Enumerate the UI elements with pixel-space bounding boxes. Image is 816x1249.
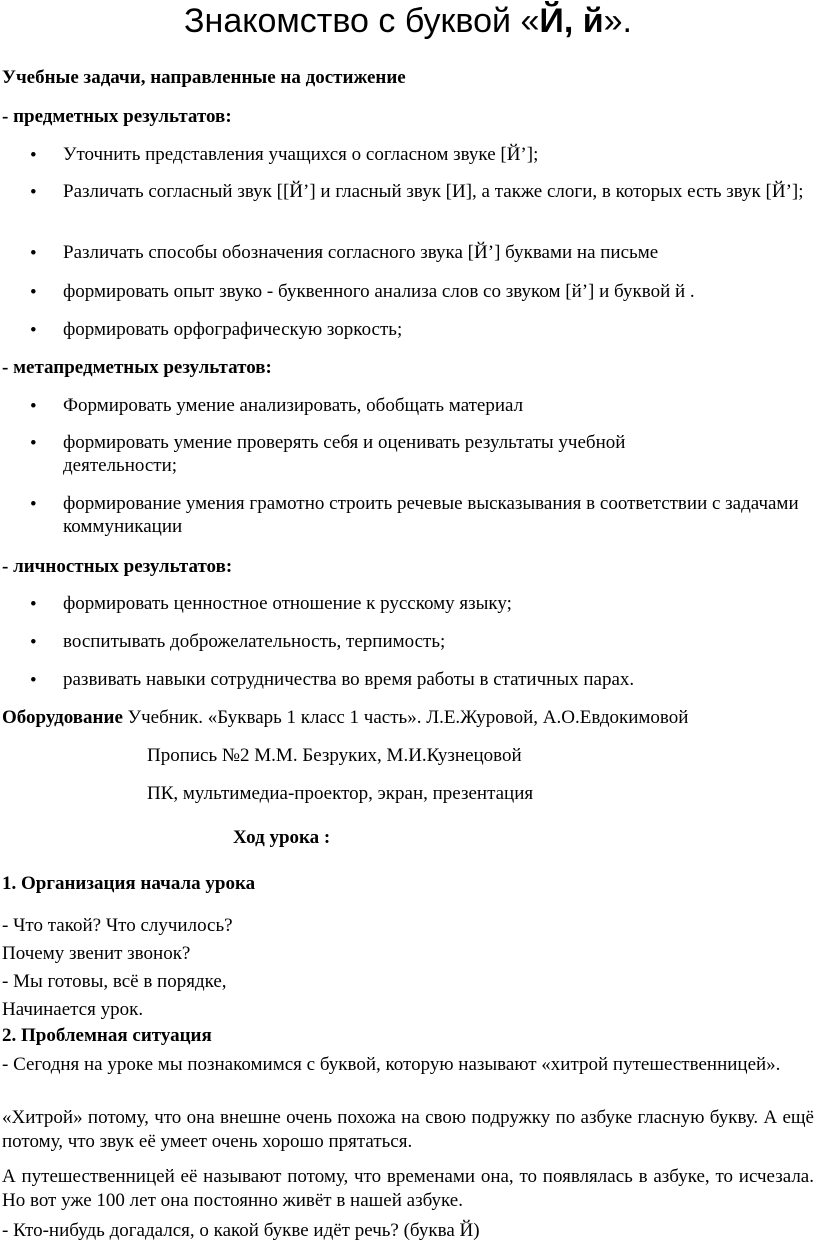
- tasks-heading: Учебные задачи, направленные на достижение: [2, 67, 406, 88]
- section-1-heading: 1. Организация начала урока: [2, 873, 256, 894]
- list-item: формирование умения грамотно строить речевые высказывания в соответствии с задачами коммуникации: [63, 493, 799, 537]
- document-title: [0, 2, 816, 41]
- list-item: формировать умение проверять себя и оценивать результаты учебной деятельности;: [63, 432, 626, 476]
- title-letter: Й, й: [539, 2, 604, 40]
- bullet: [30, 632, 40, 642]
- bullet: [30, 670, 40, 680]
- equipment-line-2: Пропись №2 М.М. Безруких, М.И.Кузнецовой: [147, 745, 522, 766]
- equipment-label: Оборудование: [2, 707, 123, 728]
- personal-results-heading: - личностных результатов:: [2, 556, 233, 577]
- poem-line: Почему звенит звонок?: [2, 943, 191, 964]
- bullet: [30, 182, 40, 192]
- list-item: развивать навыки сотрудничества во время работы в статичных парах.: [63, 669, 635, 690]
- equipment-text: Учебник. «Букварь 1 класс 1 часть». Л.Е.Журовой, А.О.Евдокимовой: [122, 707, 689, 728]
- equipment-line: [2, 707, 688, 729]
- list-item: Формировать умение анализировать, обобщать материал: [63, 395, 524, 416]
- list-item: формировать опыт звуко - буквенного анализа слов со звуком [й’] и буквой й .: [63, 281, 695, 302]
- paragraph: А путешественницей её называют потому, что временами она, то появлялась в азбуке, то исчезала. Но вот уже 100 лет она постоянно живёт в нашей азбуке.: [2, 1166, 814, 1211]
- section-2-heading: 2. Проблемная ситуация: [2, 1025, 212, 1046]
- list-item: формировать ценностное отношение к русскому языку;: [63, 593, 512, 614]
- paragraph: - Сегодня на уроке мы познакомимся с буквой, которую называют «хитрой путешественницей».: [2, 1054, 781, 1075]
- bullet: [30, 282, 40, 292]
- bullet: [30, 494, 40, 504]
- title-suffix: ».: [603, 2, 632, 40]
- list-item: Различать согласный звук [[Й’] и гласный звук [И], а также слоги, в которых есть звук [Й’];: [63, 181, 804, 202]
- poem-line: Начинается урок.: [2, 999, 144, 1020]
- list-item: Различать способы обозначения согласного звука [Й’] буквами на письме: [63, 242, 659, 263]
- lesson-heading: Ход урока :: [233, 827, 331, 848]
- bullet: [30, 145, 40, 155]
- paragraph: - Кто-нибудь догадался, о какой букве идёт речь? (буква Й): [2, 1220, 480, 1241]
- title-prefix: Знакомство с буквой «: [184, 2, 540, 40]
- equipment-line-3: ПК, мультимедиа-проектор, экран, презентация: [147, 783, 534, 804]
- paragraph: «Хитрой» потому, что она внешне очень похожа на свою подружку по азбуке гласную букву. А ещё потому, что звук её умеет очень хорошо прятаться.: [2, 1107, 814, 1152]
- list-item: формировать орфографическую зоркость;: [63, 319, 403, 340]
- bullet: [30, 396, 40, 406]
- list-item: Уточнить представления учащихся о согласном звуке [Й’];: [63, 144, 539, 165]
- bullet: [30, 320, 40, 330]
- poem-line: - Что такой? Что случилось?: [2, 915, 233, 936]
- bullet: [30, 433, 40, 443]
- bullet: [30, 243, 40, 253]
- meta-results-heading: - метапредметных результатов:: [2, 357, 272, 378]
- poem-line: - Мы готовы, всё в порядке,: [2, 971, 227, 992]
- subject-results-heading: - предметных результатов:: [2, 106, 232, 127]
- bullet: [30, 594, 40, 604]
- list-item: воспитывать доброжелательность, терпимость;: [63, 631, 446, 652]
